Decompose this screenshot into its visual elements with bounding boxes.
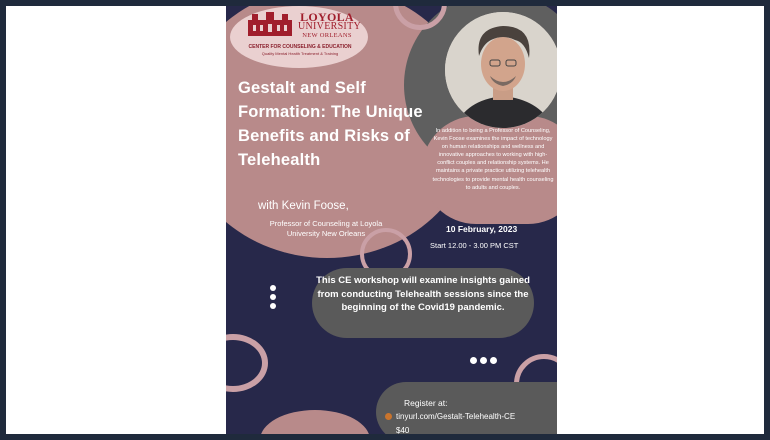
university-building-logo-icon — [248, 12, 292, 36]
event-price: $40 — [396, 426, 410, 434]
presenter-role: Professor of Counseling at Loyola University New Orleans — [269, 219, 383, 238]
university-name — [298, 10, 361, 40]
event-poster — [226, 6, 557, 434]
presenter-photo — [445, 12, 557, 128]
center-name: CENTER FOR COUNSELING & EDUCATION — [248, 44, 352, 50]
presenter-portrait-icon — [445, 12, 557, 128]
event-title: Gestalt and Self Formation: The Unique Benefits and Risks of Telehealth — [238, 79, 423, 169]
presenter-bio: In addition to being a Professor of Counseling, Kevin Foose examines the impact of technology on human relationships and wellness and innovative approaches to working with high-conflict couples and relationship systems. He maintains a private practice utilizing telehealth technologies to provide mental health counseling to adults and couples. — [432, 128, 554, 191]
register-label: Register at: — [404, 398, 448, 408]
rose-circle-bottom — [260, 410, 370, 434]
vertical-dots-decoration — [270, 285, 276, 312]
link-icon — [385, 413, 392, 420]
university-name-line3: NEW ORLEANS — [302, 32, 352, 39]
center-tagline: Quality Mental Health Treatment & Training — [261, 51, 339, 56]
presenter-name: with Kevin Foose, — [258, 200, 349, 212]
horizontal-dots-decoration — [470, 351, 500, 358]
event-time: Start 12.00 - 3.00 PM CST — [430, 241, 519, 250]
event-date: 10 February, 2023 — [446, 224, 518, 234]
register-link[interactable]: tinyurl.com/Gestalt-Telehealth-CE — [396, 412, 516, 421]
university-name-line2: UNIVERSITY — [298, 21, 361, 32]
workshop-description: This CE workshop will examine insights gained from conducting Telehealth sessions since the beginning of the Covid19 pandemic. — [316, 275, 530, 313]
university-logo — [230, 6, 368, 68]
ring-left — [226, 334, 268, 392]
university-name-line1: LOYOLA — [300, 10, 354, 24]
